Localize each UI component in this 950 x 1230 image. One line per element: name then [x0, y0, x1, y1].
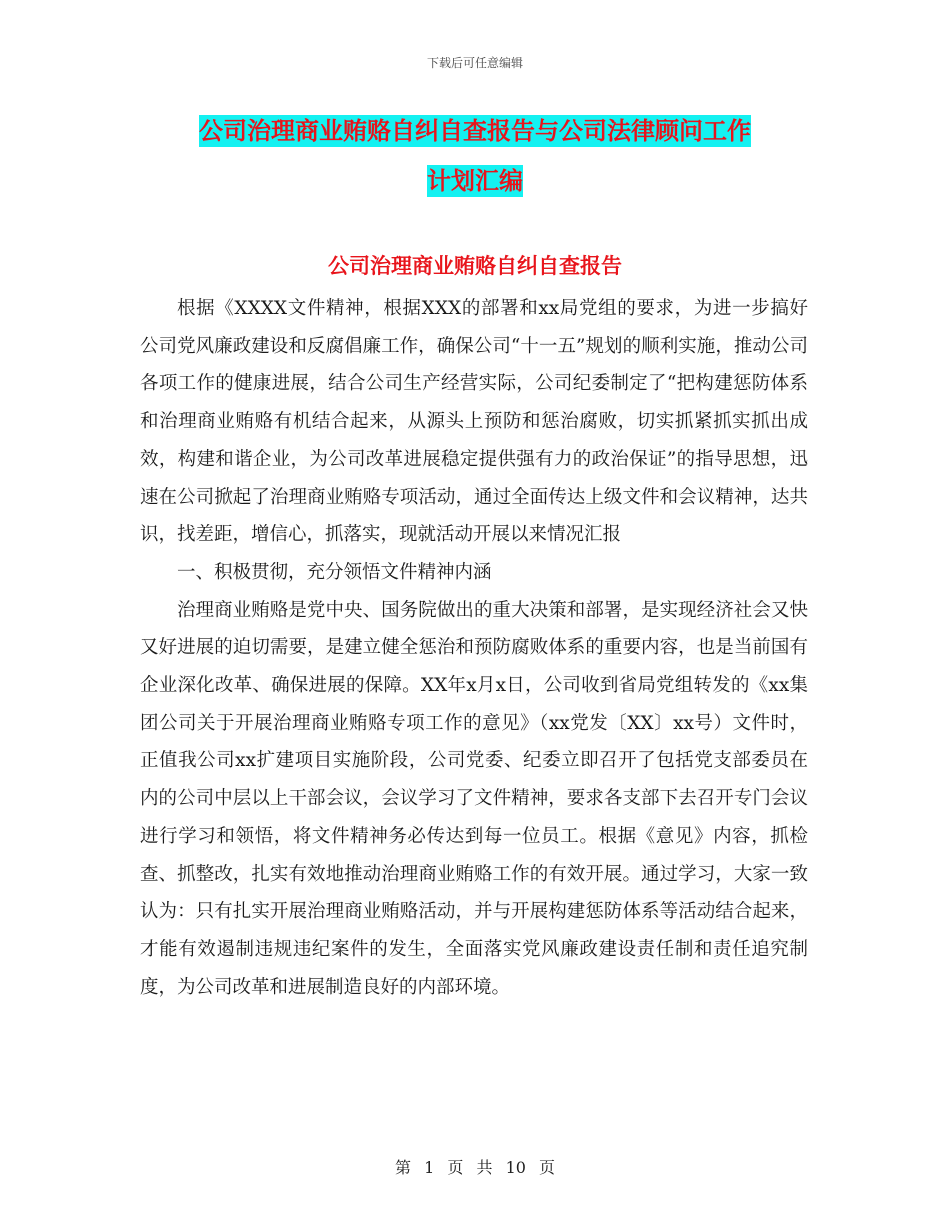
- footer-total-pages: 10: [505, 1158, 526, 1177]
- footer-suffix: 页: [539, 1158, 556, 1177]
- section-title: 公司治理商业贿赂自纠自查报告: [328, 254, 622, 278]
- paragraph-intro: 根据《XXXX文件精神，根据XXX的部署和xx局党组的要求，为进一步搞好公司党风廉政建设和反腐倡廉工作，确保公司“十一五”规划的顺利实施，推动公司各项工作的健康进展，结合公司生产经营实际，公司纪委制定了“把构建惩防体系和治理商业贿赂有机结合起来，从源头上预防和惩治腐败，切实抓紧抓实抓出成效，构建和谐企业，为公司改革进展稳定提供强有力的政治保证”的指导思想，迅速在公司掀起了治理商业贿赂专项活动，通过全面传达上级文件和会议精神，达共识，找差距，增信心，抓落实，现就活动开展以来情况汇报: [140, 298, 808, 546]
- paragraph-body-1: 治理商业贿赂是党中央、国务院做出的重大决策和部署，是实现经济社会又快又好进展的迫切需要，是建立健全惩治和预防腐败体系的重要内容，也是当前国有企业深化改革、确保进展的保障。XX年x月x日，公司收到省局党组转发的《xx集团公司关于开展治理商业贿赂专项工作的意见》（xx党发〔XX〕xx号）文件时，正值我公司xx扩建项目实施阶段，公司党委、纪委立即召开了包括党支部委员在内的公司中层以上干部会议，会议学习了文件精神，要求各支部下去召开专门会议进行学习和领悟，将文件精神务必传达到每一位员工。根据《意见》内容，抓检查、抓整改，扎实有效地推动治理商业贿赂工作的有效开展。通过学习，大家一致认为：只有扎实开展治理商业贿赂活动，并与开展构建惩防体系等活动结合起来，才能有效遏制违规违纪案件的发生，全面落实党风廉政建设责任制和责任追究制度，为公司改革和进展制造良好的内部环境。: [140, 599, 808, 998]
- header-note: 下载后可任意编辑: [426, 56, 523, 70]
- footer-total-label: 共: [476, 1158, 493, 1177]
- body-text: [140, 290, 808, 1006]
- footer-page-number: 1: [424, 1158, 435, 1177]
- footer-prefix: 第: [394, 1158, 411, 1177]
- document-title: [120, 106, 830, 206]
- document-title-line2: 计划汇编: [427, 167, 523, 195]
- footer-unit: 页: [447, 1158, 464, 1177]
- document-title-line1: 公司治理商业贿赂自纠自查报告与公司法律顾问工作: [199, 117, 751, 145]
- paragraph-heading-1: 一、积极贯彻，充分领悟文件精神内涵: [177, 561, 492, 583]
- page-footer: [0, 1155, 950, 1178]
